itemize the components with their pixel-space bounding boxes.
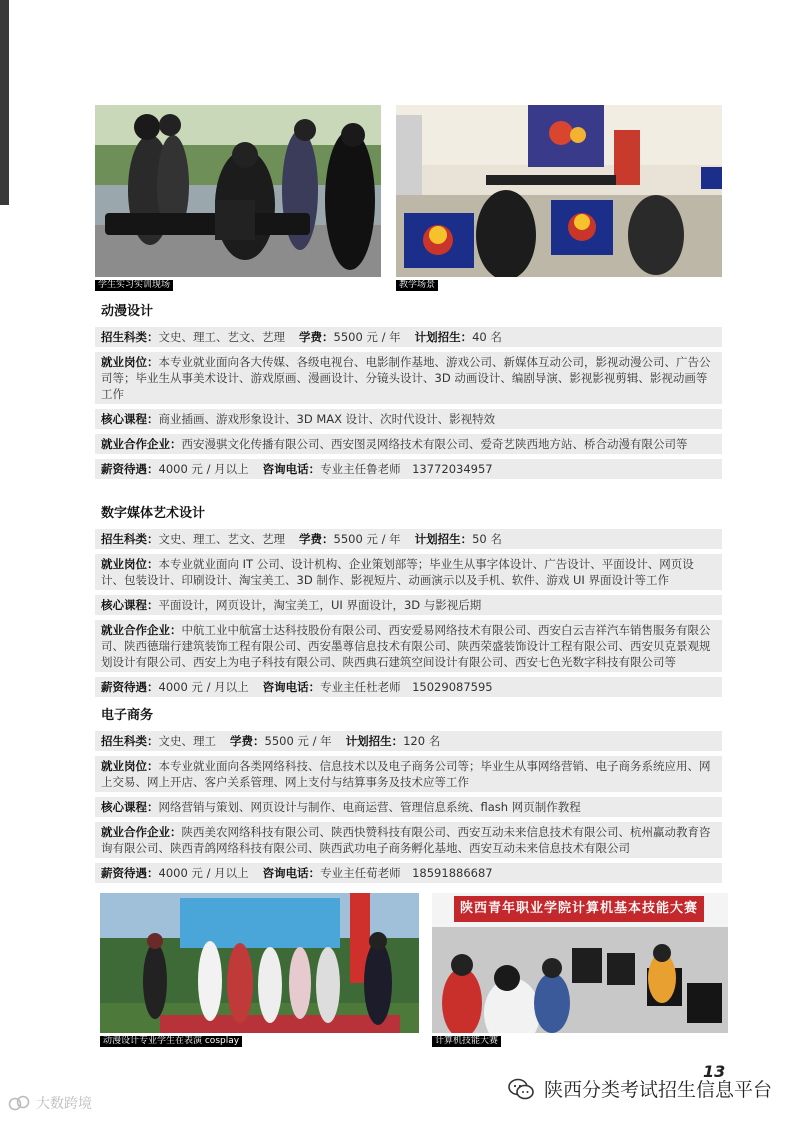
partners-row: 就业合作企业：西安漫骐文化传播有限公司、西安图灵网络技术有限公司、爱奇艺陕西地方站、桥合动漫有限公司等: [95, 434, 722, 454]
courses-row: 核心课程：商业插画、游戏形象设计、3D MAX 设计、次时代设计、影视特效: [95, 409, 722, 429]
program-title: 数字媒体艺术设计: [101, 506, 206, 521]
salary-row: 薪资待遇：4000 元 / 月以上 咨询电话：专业主任鲁老师 13772034957: [95, 459, 722, 479]
courses-row: 核心课程：平面设计，网页设计，淘宝美工，UI 界面设计，3D 与影视后期: [95, 595, 722, 615]
program-section-ecommerce: [95, 706, 722, 883]
courses-row: 核心课程：网络营销与策划、网页设计与制作、电商运营、管理信息系统、flash 网页制作教程: [95, 797, 722, 817]
photo-caption: 计算机技能大赛: [432, 1036, 501, 1047]
cosplay-photo: [100, 893, 419, 1033]
binding-edge: [0, 0, 9, 205]
watermark: [508, 1075, 772, 1102]
classroom-photo: [396, 105, 722, 277]
brand-logo-icon: [8, 1094, 30, 1112]
contest-banner: 陕西青年职业学院计算机基本技能大赛: [454, 896, 704, 922]
program-section-animation: [95, 302, 722, 479]
page-number: 13: [703, 1062, 726, 1081]
watermark-text: 陕西分类考试招生信息平台: [544, 1079, 773, 1101]
enrollment-row: 招生科类：文史、理工、艺文、艺理 学费：5500 元 / 年 计划招生：50 名: [95, 529, 722, 549]
partners-row: 就业合作企业：陕西美农网络科技有限公司、陕西快赞科技有限公司、西安互动未来信息技术有限公司、杭州赢动教育咨询有限公司、陕西青鸽网络科技有限公司、陕西武功电子商务孵化基地、西安互动未来信息技术有限公司: [95, 822, 722, 858]
wechat-icon: [508, 1078, 534, 1100]
program-section-digital-media: [95, 504, 722, 697]
jobs-row: 就业岗位：本专业就业面向各类网络科技、信息技术以及电子商务公司等；毕业生从事网络营销、电子商务系统应用、网上交易、网上开店、客户关系管理、网上支付与结算事务及技术应等工作: [95, 756, 722, 792]
photo-caption: 教学场景: [396, 280, 438, 291]
corner-watermark-text: 大数跨境: [36, 1096, 92, 1112]
corner-watermark: [8, 1093, 92, 1113]
training-site-photo: [95, 105, 381, 277]
program-title: 动漫设计: [101, 304, 154, 319]
enrollment-row: 招生科类：文史、理工 学费：5500 元 / 年 计划招生：120 名: [95, 731, 722, 751]
skills-contest-photo: [432, 893, 728, 1033]
photo-caption: 动漫设计专业学生在表演 cosplay: [100, 1036, 242, 1047]
salary-row: 薪资待遇：4000 元 / 月以上 咨询电话：专业主任杜老师 15029087595: [95, 677, 722, 697]
jobs-row: 就业岗位：本专业就业面向各大传媒、各级电视台、电影制作基地、游戏公司、新媒体互动公司，影视动漫公司、广告公司等；毕业生从事美术设计、游戏原画、漫画设计、分镜头设计、3D 动画设计、编剧导演、影视影视剪辑、影视动画等工作: [95, 352, 722, 404]
jobs-row: 就业岗位：本专业就业面向 IT 公司、设计机构、企业策划部等；毕业生从事字体设计、广告设计、平面设计、网页设计、包装设计、印刷设计、淘宝美工、3D 制作、影视短片、动画演示以及手机、软件、游戏 UI 界面设计等工作: [95, 554, 722, 590]
photo-caption: 学生实习实训现场: [95, 280, 173, 291]
salary-row: 薪资待遇：4000 元 / 月以上 咨询电话：专业主任荀老师 18591886687: [95, 863, 722, 883]
program-title: 电子商务: [101, 708, 154, 723]
partners-row: 就业合作企业：中航工业中航富士达科技股份有限公司、西安爱易网络技术有限公司、西安白云吉祥汽车销售服务有限公司、陕西德瑞行建筑装饰工程有限公司、西安墨尊信息技术有限公司、陕西荣盛装饰设计工程有限公司、西安贝克景观规划设计有限公司、西安上为电子科技有限公司、陕西典石建筑空间设计有限公司、西安七色光数字科技有限公司等: [95, 620, 722, 672]
enrollment-row: 招生科类：文史、理工、艺文、艺理 学费：5500 元 / 年 计划招生：40 名: [95, 327, 722, 347]
